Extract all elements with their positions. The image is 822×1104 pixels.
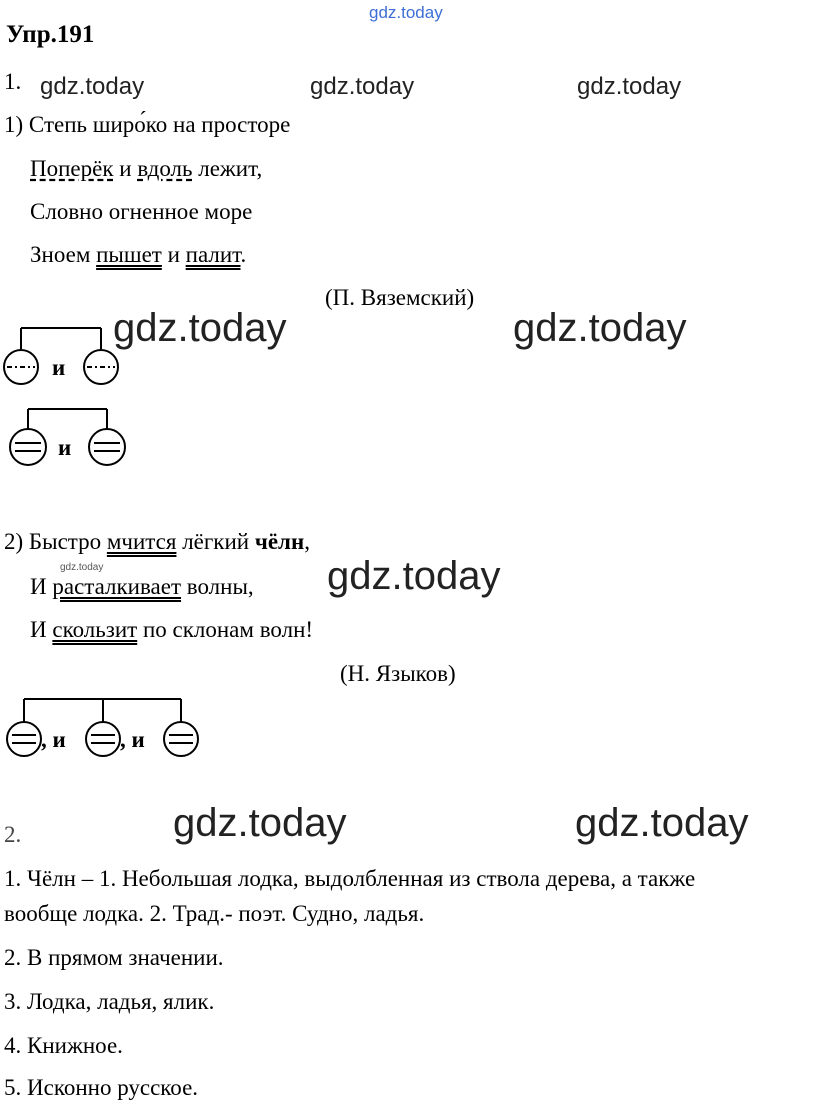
answer-line: вообще лодка. 2. Трад.- поэт. Судно, ладья. [4,901,425,926]
adverb-underlined: Поперёк [30,156,114,181]
poem1-author: (П. Вяземский) [325,285,475,310]
answer-line: 2. В прямом значении. [4,945,224,970]
answer-line: 3. Лодка, ладья, ялик. [4,989,215,1014]
scheme-conj: и [52,355,66,380]
watermark: gdz.today [327,554,501,598]
scheme-three-predicates [0,695,210,765]
scheme-conj: , и [120,727,145,752]
predicate-underlined: мчится [106,529,177,554]
top-watermark: gdz.today [369,3,443,22]
watermark: gdz.today [113,306,287,350]
watermark: gdz.today [513,306,687,350]
poem1-line4: Зноем пышет и палит. [30,242,247,267]
tiny-watermark: gdz.today [60,562,104,573]
predicate-underlined: палит [185,242,241,267]
scheme-homogeneous-predicates [0,405,140,475]
scheme-conj: , и [41,727,66,752]
poem2-line1: 2) Быстро мчится лёгкий чёлн, [4,529,310,554]
part2-number: 2. [4,822,22,847]
predicate-underlined: скользит [52,617,138,642]
poem2-author: (Н. Языков) [340,661,456,686]
watermark: gdz.today [40,73,145,100]
scheme-conj: и [58,435,72,460]
watermark: gdz.today [577,73,682,100]
exercise-title: Упр.191 [6,21,95,48]
part1-number: 1. [4,69,22,94]
answer-line: 5. Исконно русское. [4,1075,199,1100]
predicate-underlined: пышет [96,242,162,267]
poem1-line1: 1) Степь широ́ко на просторе [4,112,291,137]
poem1-line3: Словно огненное море [30,199,253,224]
watermark: gdz.today [310,73,415,100]
watermark: gdz.today [173,801,347,845]
watermark: gdz.today [575,801,749,845]
subject-bold: чёлн [254,529,305,554]
adverb-underlined: вдоль [137,156,193,181]
predicate-underlined: расталкивает [52,574,182,599]
poem2-line3: И скользит по склонам волн! [30,617,314,642]
answer-line: 4. Книжное. [4,1033,123,1058]
scheme-homogeneous-adverbs [0,325,140,395]
poem2-line2: И расталкивает волны, [30,574,254,599]
answer-line: 1. Чёлн – 1. Небольшая лодка, выдолбленная из ствола дерева, а также [4,866,696,891]
poem1-line2: Поперёк и вдоль лежит, [30,156,263,181]
